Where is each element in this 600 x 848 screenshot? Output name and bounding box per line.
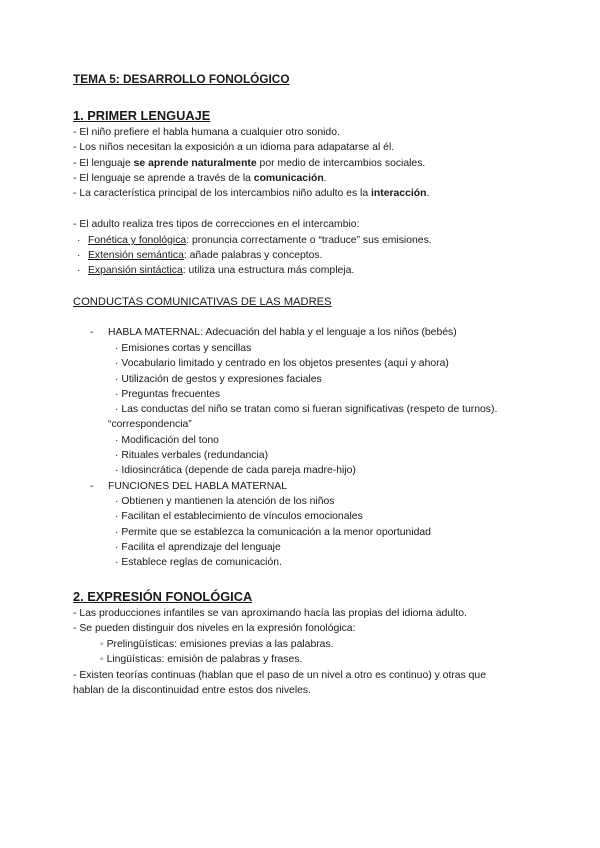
s1-line-1: - El niño prefiere el habla humana a cualquier otro sonido.	[73, 127, 340, 138]
s2-line-4: hablan de la discontinuidad entre estos dos niveles.	[73, 685, 311, 696]
dash-marker: -	[90, 481, 94, 492]
list-item: · Modificación del tono	[115, 435, 219, 446]
list-item: · Las conductas del niño se tratan como si fueran significativas (respeto de turnos).	[115, 404, 498, 415]
correction-item	[77, 249, 323, 263]
s1-line-5-c: .	[426, 188, 430, 199]
s2-line-3: - Existen teorías continuas (hablan que el paso de un nivel a otro es continuo) y otras que	[73, 670, 486, 681]
list-item: · Preguntas frecuentes	[115, 389, 221, 400]
correction-2-term: Extensión semántica	[88, 250, 184, 261]
list-item: · Facilita el aprendizaje del lenguaje	[115, 542, 281, 553]
habla-maternal-heading: HABLA MATERNAL: Adecuación del habla y el lenguaje a los niños (bebés)	[108, 327, 457, 338]
s1-line-3-bold: se aprende naturalmente	[133, 158, 257, 169]
bullet-3: ·	[77, 265, 81, 276]
bullet-1: ·	[77, 235, 81, 246]
funciones-heading: FUNCIONES DEL HABLA MATERNAL	[108, 481, 287, 492]
s2-line-1: - Las producciones infantiles se van aproximando hacía las propias del idioma adulto.	[73, 608, 467, 619]
s2-line-2: - Se pueden distinguir dos niveles en la expresión fonológica:	[73, 623, 356, 634]
level-item: ◦ Prelingüísticas: emisiones previas a las palabras.	[100, 639, 334, 650]
s1-line-5	[73, 187, 429, 201]
list-item: · Rituales verbales (redundancia)	[115, 450, 269, 461]
s1-line-4	[73, 172, 327, 186]
s1-line-4-a: - El lenguaje se aprende a través de la	[73, 173, 254, 184]
list-item: · Idiosincrática (depende de cada pareja madre-hijo)	[115, 465, 356, 476]
list-item: · Permite que se establezca la comunicación a la menor oportunidad	[115, 527, 431, 538]
correction-2-desc: : añade palabras y conceptos.	[183, 250, 323, 261]
section-1-heading: 1. PRIMER LENGUAJE	[73, 108, 211, 123]
dash-marker: -	[90, 327, 94, 338]
conductas-heading: CONDUCTAS COMUNICATIVAS DE LAS MADRES	[73, 296, 332, 308]
correction-1-desc: : pronuncia correctamente o “traduce” sus emisiones.	[186, 235, 432, 246]
s1-line-3	[73, 157, 425, 171]
list-item: · Facilitan el establecimiento de vínculos emocionales	[115, 511, 363, 522]
s1-line-6: - El adulto realiza tres tipos de correcciones en el intercambio:	[73, 219, 360, 230]
correction-1-term: Fonética y fonológica	[88, 235, 187, 246]
s1-line-5-a: - La característica principal de los intercambios niño adulto es la	[73, 188, 372, 199]
correction-item	[77, 264, 354, 278]
list-item: · Emisiones cortas y sencillas	[115, 343, 252, 354]
correspondencia-text: “correspondencia”	[108, 419, 192, 430]
level-item: ◦ Lingüísticas: emisión de palabras y frases.	[100, 654, 303, 665]
list-item: · Obtienen y mantienen la atención de los niños	[115, 496, 335, 507]
page-title: TEMA 5: DESARROLLO FONOLÓGICO	[73, 72, 290, 86]
s1-line-4-bold: comunicación	[253, 173, 324, 184]
section-2-heading: 2. EXPRESIÓN FONOLÓGICA	[73, 589, 253, 604]
list-item: · Vocabulario limitado y centrado en los objetos presentes (aquí y ahora)	[115, 358, 449, 369]
s1-line-2: - Los niños necesitan la exposición a un idioma para adapatarse al él.	[73, 142, 395, 153]
correction-3-term: Expansión sintáctica	[88, 265, 183, 276]
list-item: · Utilización de gestos y expresiones faciales	[115, 374, 322, 385]
s1-line-3-a: - El lenguaje	[73, 158, 134, 169]
s1-line-4-c: .	[323, 173, 327, 184]
s1-line-5-bold: interacción	[371, 188, 427, 199]
s1-line-3-c: por medio de intercambios sociales.	[256, 158, 426, 169]
correction-3-desc: : utiliza una estructura más compleja.	[182, 265, 355, 276]
correction-item	[77, 234, 432, 248]
list-item: · Establece reglas de comunicación.	[115, 557, 282, 568]
bullet-2: ·	[77, 250, 81, 261]
